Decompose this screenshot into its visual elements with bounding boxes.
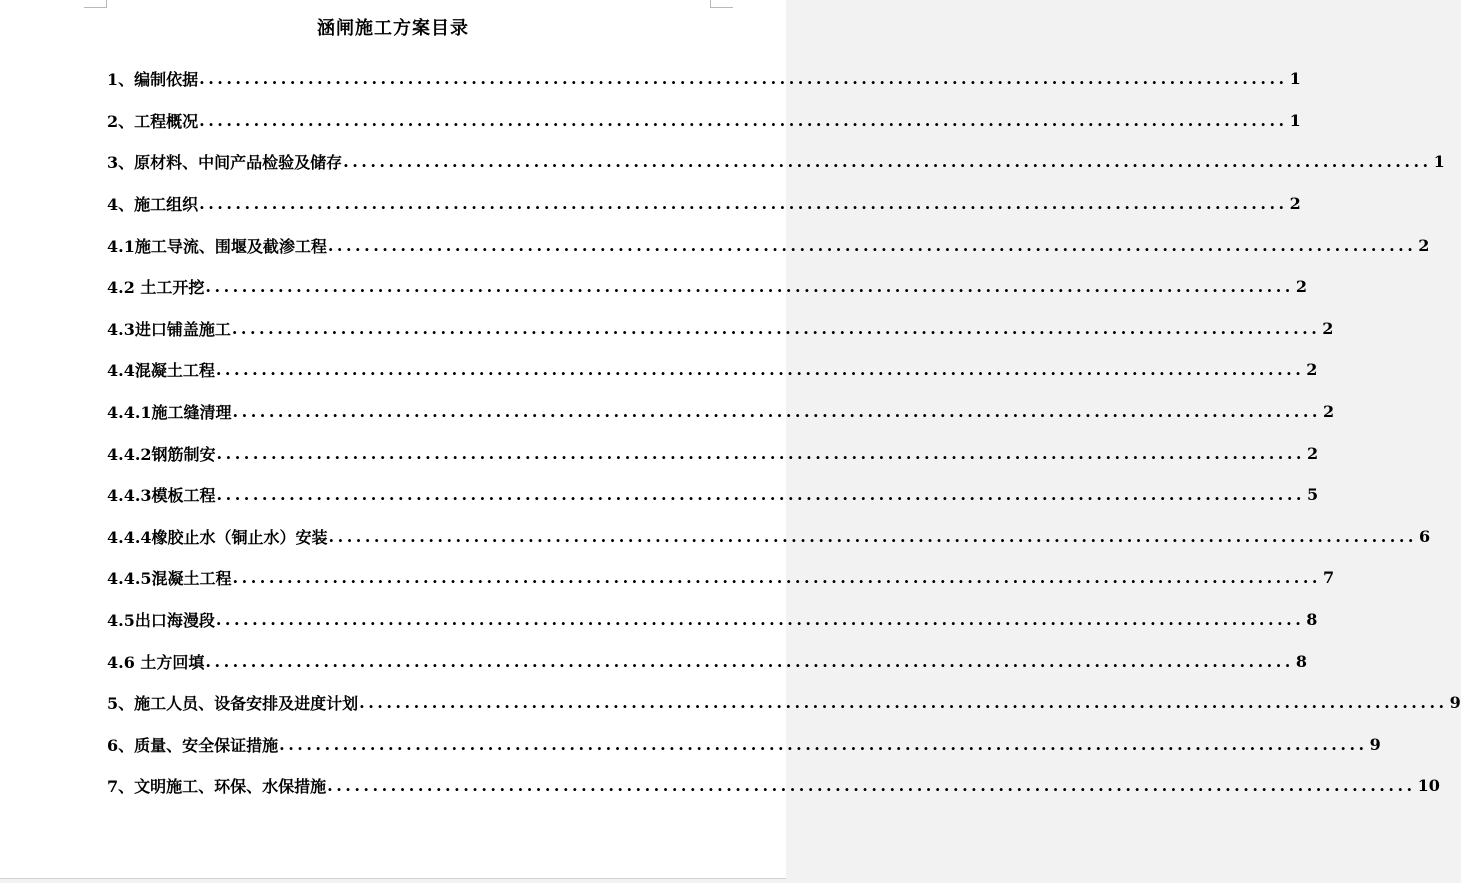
toc-entry-label: 6、质量、安全保证措施: [107, 735, 279, 755]
toc-entry-label: 5、施工人员、设备安排及进度计划: [107, 694, 359, 714]
toc-entry-label: 4.3进口铺盖施工: [107, 319, 231, 339]
toc-entry-page-number: 10: [1417, 776, 1440, 796]
toc-entry[interactable]: [107, 640, 1307, 682]
toc-entry[interactable]: [107, 266, 1307, 308]
page-bottom-edge: [0, 878, 786, 879]
toc-entry[interactable]: [107, 724, 1381, 766]
toc-dot-leader: ........................................................................................................................: [232, 402, 1321, 422]
toc-entry-label: 4.4.5混凝土工程: [107, 569, 232, 589]
toc-entry-page-number: 8: [1306, 610, 1318, 630]
toc-entry-page-number: 2: [1295, 277, 1307, 297]
toc-entry-label: 2、工程概况: [107, 111, 199, 131]
toc-entry-label: 4.4.2钢筋制安: [107, 444, 216, 464]
toc-entry[interactable]: [107, 391, 1335, 433]
toc-entry[interactable]: [107, 141, 1445, 183]
toc-dot-leader: ........................................................................................................................: [205, 651, 1294, 671]
toc-entry-page-number: 6: [1418, 526, 1431, 546]
toc-entry[interactable]: [107, 474, 1319, 516]
toc-dot-leader: ........................................................................................................................: [199, 110, 1288, 130]
toc-entry-page-number: 2: [1322, 318, 1334, 338]
toc-entry-page-number: 7: [1322, 568, 1335, 588]
toc-entry-page-number: 2: [1418, 235, 1430, 255]
toc-dot-leader: ........................................................................................................................: [327, 235, 1417, 255]
toc-entry-page-number: 2: [1306, 360, 1318, 380]
toc-entry-page-number: 1: [1289, 110, 1301, 130]
toc-dot-leader: ........................................................................................................................: [199, 69, 1288, 89]
toc-entry-label: 4.6 土方回填: [107, 652, 205, 672]
toc-dot-leader: ........................................................................................................................: [215, 360, 1305, 380]
toc-entry[interactable]: [107, 224, 1430, 266]
toc-entry-label: 4、施工组织: [107, 195, 199, 215]
toc-entry-label: 4.4.3模板工程: [107, 486, 216, 506]
toc-entry-label: 4.5出口海漫段: [107, 611, 215, 631]
toc-entry-page-number: 9: [1449, 693, 1461, 713]
toc-dot-leader: ........................................................................................................................: [343, 152, 1432, 172]
toc-entry-page-number: 1: [1289, 69, 1301, 89]
toc-entry[interactable]: [107, 58, 1301, 100]
toc-entry[interactable]: [107, 599, 1318, 641]
toc-dot-leader: ........................................................................................................................: [199, 194, 1288, 214]
toc-entry-page-number: 9: [1369, 734, 1381, 754]
toc-entry-page-number: 2: [1306, 443, 1319, 463]
toc-entry-label: 7、文明施工、环保、水保措施: [107, 777, 327, 797]
table-of-contents: [107, 58, 1461, 807]
margin-corner-mark-right: [710, 0, 733, 8]
toc-entry[interactable]: [107, 432, 1319, 474]
toc-entry-page-number: 1: [1433, 152, 1445, 172]
toc-entry-page-number: 5: [1306, 485, 1319, 505]
toc-entry[interactable]: [107, 100, 1301, 142]
toc-entry-label: 4.1施工导流、围堰及截渗工程: [107, 236, 327, 256]
toc-entry[interactable]: [107, 308, 1334, 350]
toc-dot-leader: ........................................................................................................................: [215, 610, 1305, 630]
toc-entry[interactable]: [107, 557, 1335, 599]
toc-dot-leader: ........................................................................................................................: [231, 318, 1321, 338]
toc-dot-leader: ........................................................................................................................: [232, 568, 1321, 588]
toc-entry[interactable]: [107, 516, 1431, 558]
toc-entry-page-number: 8: [1295, 651, 1307, 671]
toc-entry-label: 1、编制依据: [107, 70, 199, 90]
toc-dot-leader: ........................................................................................................................: [216, 443, 1305, 463]
margin-corner-mark-left: [84, 0, 107, 8]
toc-dot-leader: ........................................................................................................................: [216, 485, 1305, 505]
toc-entry[interactable]: [107, 349, 1318, 391]
toc-dot-leader: ........................................................................................................................: [328, 526, 1417, 546]
document-title: 涵闸施工方案目录: [317, 18, 469, 39]
toc-dot-leader: ........................................................................................................................: [327, 776, 1416, 796]
toc-entry-page-number: 2: [1289, 194, 1301, 214]
toc-entry[interactable]: [107, 682, 1461, 724]
toc-dot-leader: ........................................................................................................................: [359, 693, 1448, 713]
toc-entry-label: 4.4.4橡胶止水（铜止水）安装: [107, 527, 328, 547]
toc-entry[interactable]: [107, 183, 1301, 225]
toc-entry-label: 4.4混凝土工程: [107, 361, 215, 381]
toc-entry-label: 3、原材料、中间产品检验及储存: [107, 153, 343, 173]
toc-dot-leader: ........................................................................................................................: [279, 734, 1368, 754]
toc-dot-leader: ........................................................................................................................: [205, 277, 1294, 297]
toc-entry-label: 4.4.1施工缝清理: [107, 403, 232, 423]
toc-entry-label: 4.2 土工开挖: [107, 278, 205, 298]
toc-entry[interactable]: [107, 765, 1440, 807]
toc-entry-page-number: 2: [1322, 402, 1335, 422]
